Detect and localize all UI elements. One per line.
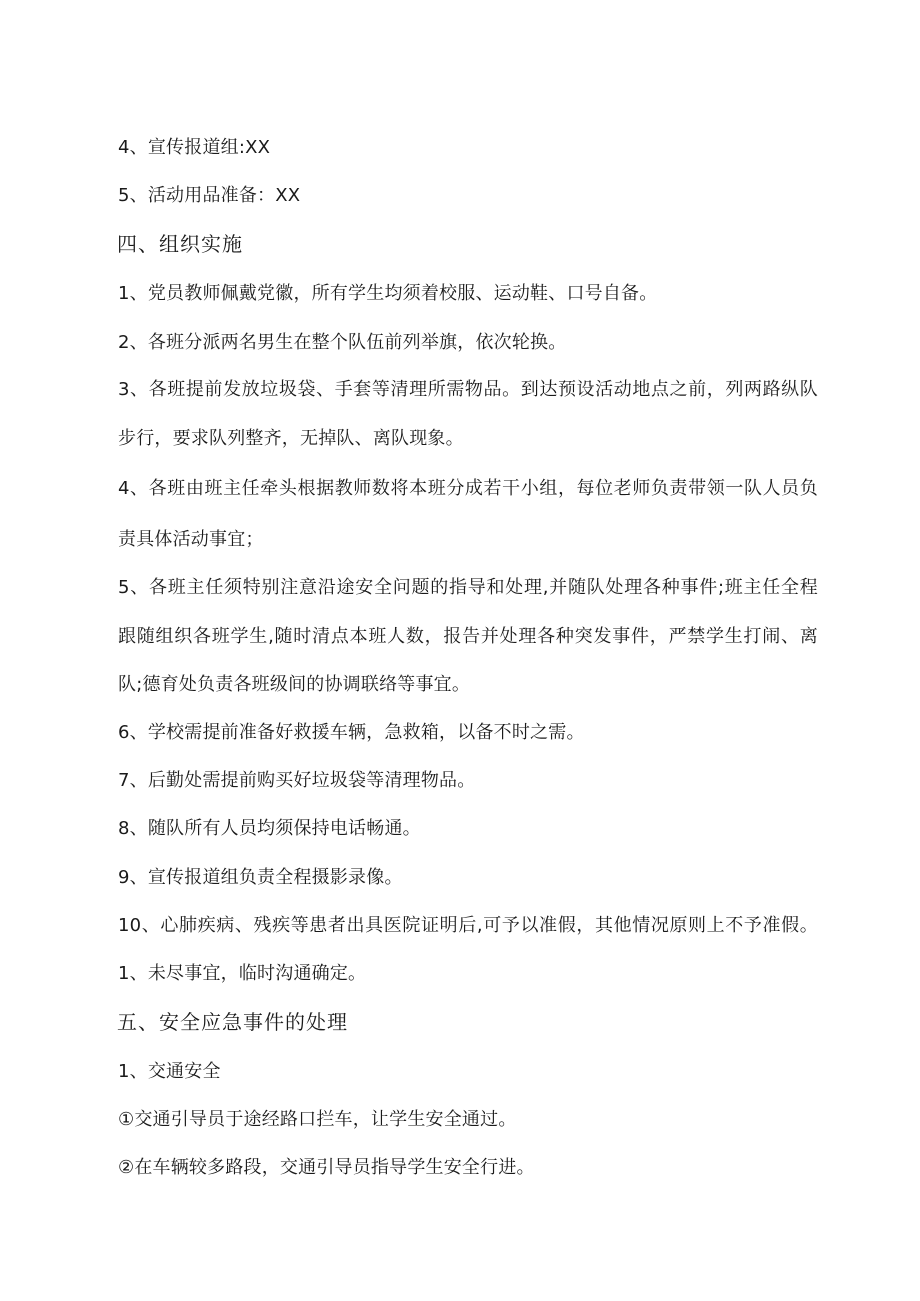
text-line-traffic-item-2: ②在车辆较多路段，交通引导员指导学生安全行进。 <box>118 1157 535 1178</box>
text-line-item-9: 9、宣传报道组负责全程摄影录像。 <box>118 867 403 888</box>
text-line-item-2: 2、各班分派两名男生在整个队伍前列举旗，依次轮换。 <box>118 332 567 353</box>
text-line-publicity-group: 4、宣传报道组:XX <box>118 137 271 158</box>
text-line-item-6: 6、学校需提前准备好救援车辆，急救箱，以备不时之需。 <box>118 722 585 743</box>
text-line-supplies: 5、活动用品准备：XX <box>118 185 301 206</box>
section-heading-organization: 四、组织实施 <box>117 232 243 256</box>
text-line-item-5b: 跟随组织各班学生,随时清点本班人数，报告并处理各种突发事件，严禁学生打闹、离 <box>118 626 818 647</box>
text-line-item-7: 7、后勤处需提前购买好垃圾袋等清理物品。 <box>118 770 476 791</box>
text-line-item-4a: 4、各班由班主任牵头根据教师数将本班分成若干小组，每位老师负责带领一队人员负 <box>118 478 818 499</box>
text-line-item-8: 8、随队所有人员均须保持电话畅通。 <box>118 818 421 839</box>
text-line-traffic-safety: 1、交通安全 <box>118 1061 221 1082</box>
text-line-item-5a: 5、各班主任须特别注意沿途安全问题的指导和处理,并随队处理各种事件;班主任全程 <box>118 577 818 598</box>
text-line-misc: 1、未尽事宜，临时沟通确定。 <box>118 963 367 984</box>
section-heading-safety: 五、安全应急事件的处理 <box>117 1010 348 1034</box>
text-line-item-5c: 队;德育处负责各班级间的协调联络等事宜。 <box>118 674 471 695</box>
text-line-item-3a: 3、各班提前发放垃圾袋、手套等清理所需物品。到达预设活动地点之前，列两路纵队 <box>118 379 818 400</box>
text-line-item-3b: 步行，要求队列整齐，无掉队、离队现象。 <box>118 428 464 449</box>
text-line-item-4b: 责具体活动事宜； <box>118 529 264 550</box>
text-line-item-1: 1、党员教师佩戴党徽，所有学生均须着校服、运动鞋、口号自备。 <box>118 283 658 304</box>
text-line-traffic-item-1: ①交通引导员于途经路口拦车，让学生安全通过。 <box>118 1109 517 1130</box>
text-line-item-10: 10、心肺疾病、残疾等患者出具医院证明后,可予以准假，其他情况原则上不予准假。 <box>118 915 818 936</box>
